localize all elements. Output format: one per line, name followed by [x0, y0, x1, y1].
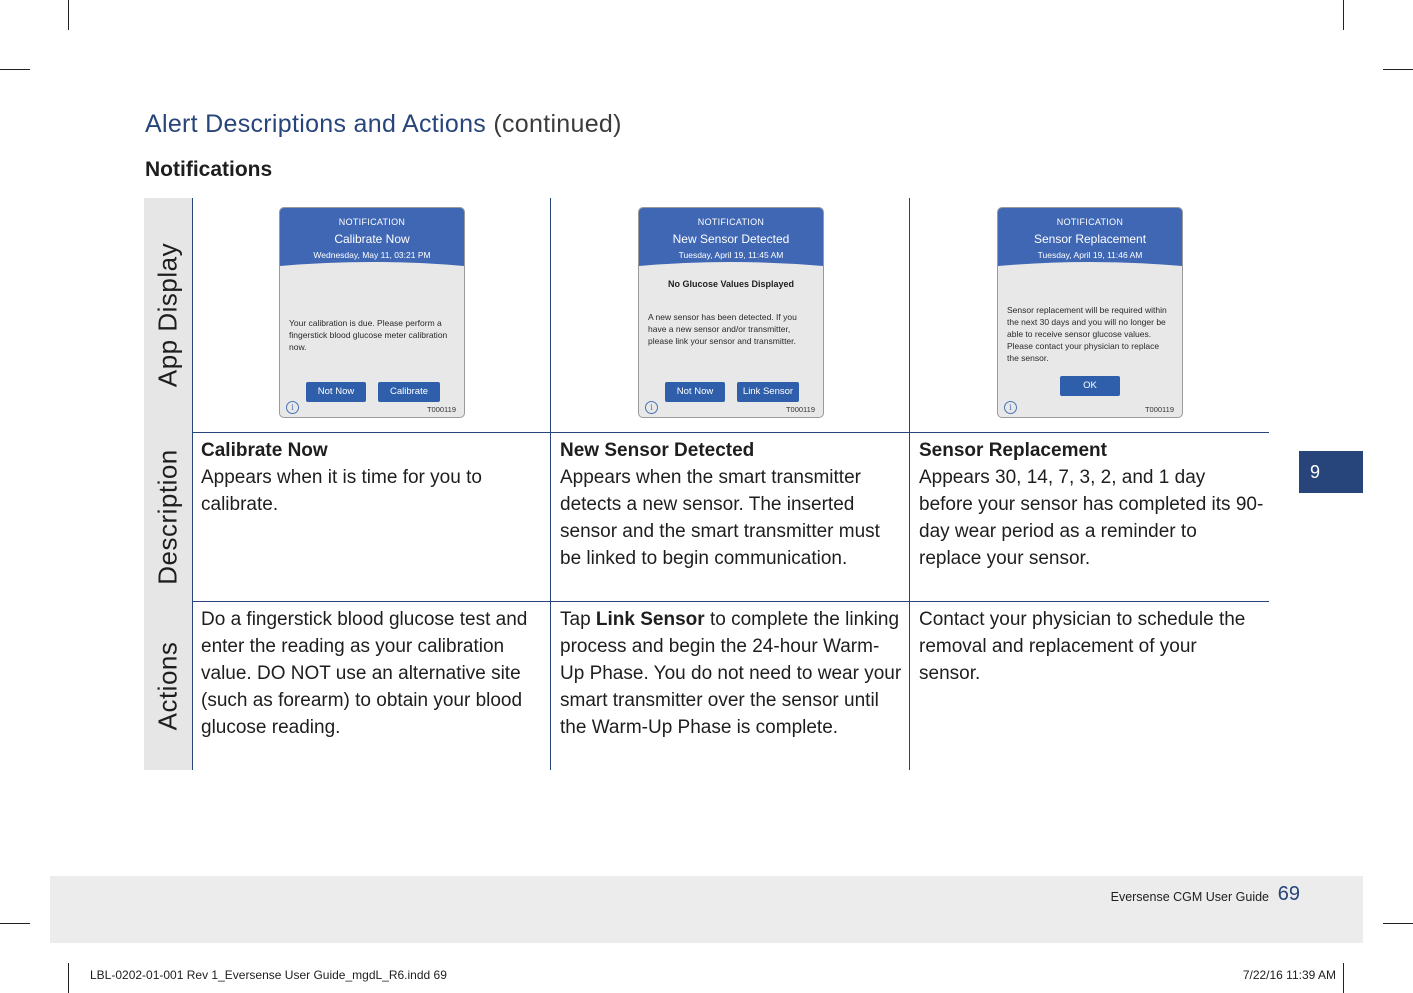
- row-header-actions: Actions: [144, 601, 193, 770]
- info-icon[interactable]: i: [645, 401, 658, 414]
- notification-code: T000119: [1144, 405, 1174, 414]
- description-cell-2: [560, 437, 900, 572]
- notification-card-new-sensor-detected: [638, 207, 824, 418]
- calibrate-button[interactable]: Calibrate: [378, 382, 440, 402]
- ok-button[interactable]: OK: [1060, 376, 1120, 396]
- grid-line: [192, 432, 1269, 433]
- crop-mark: [1343, 0, 1344, 30]
- grid-line: [909, 198, 910, 770]
- row-header-app-display: App Display: [144, 198, 193, 432]
- description-title: New Sensor Detected: [560, 440, 755, 461]
- info-icon[interactable]: i: [286, 401, 299, 414]
- notification-card-sensor-replacement: [997, 207, 1183, 418]
- description-text: Appears when it is time for you to calibrate.: [201, 467, 482, 515]
- notification-title: New Sensor Detected: [672, 232, 790, 246]
- notification-label: NOTIFICATION: [338, 217, 406, 227]
- crop-mark: [68, 0, 69, 30]
- page-footer: [50, 876, 1363, 943]
- crop-mark: [1383, 69, 1413, 70]
- notification-body: A new sensor has been detected. If you have a new sensor and/or transmitter, please link your sensor and transmitter.: [648, 312, 797, 346]
- notification-body: Sensor replacement will be required within the next 30 days and you will no longer be able to receive sensor glucose values. Please contact your physician to replace the sensor.: [1007, 305, 1167, 363]
- footer-guide-title: Eversense CGM User Guide: [1110, 890, 1269, 904]
- notification-label: NOTIFICATION: [697, 217, 765, 227]
- not-now-button[interactable]: Not Now: [306, 382, 366, 402]
- page-title: Alert Descriptions and Actions (continued): [145, 110, 622, 138]
- action-text: Do a fingerstick blood glucose test and enter the reading as your calibration value. DO NOT use an alternative site (such as forearm) to obtain your blood glucose reading.: [201, 609, 528, 738]
- notification-code: T000119: [785, 405, 815, 414]
- info-icon[interactable]: i: [1004, 401, 1017, 414]
- notification-datetime: Tuesday, April 19, 11:45 AM: [678, 250, 784, 260]
- notification-title: Calibrate Now: [334, 232, 410, 246]
- not-now-button[interactable]: Not Now: [665, 382, 725, 402]
- link-sensor-button[interactable]: Link Sensor: [737, 382, 799, 402]
- link-sensor-button-reference: Link Sensor: [595, 609, 705, 630]
- chapter-tab: 9: [1299, 451, 1363, 493]
- crop-mark: [1343, 963, 1344, 993]
- action-text: to complete the linking process and begin the 24-hour Warm-Up Phase. You do not need to wear your smart transmitter over the sensor until the Warm-Up Phase is complete.: [560, 609, 902, 738]
- description-cell-1: [201, 437, 541, 518]
- notification-card-calibrate-now: [279, 207, 465, 418]
- row-header-description: Description: [144, 432, 193, 601]
- description-title: Calibrate Now: [201, 440, 328, 461]
- grid-line: [550, 198, 551, 770]
- section-subtitle: Notifications: [145, 158, 273, 181]
- crop-mark: [0, 69, 30, 70]
- title-suffix: (continued): [493, 110, 622, 138]
- grid-line: [192, 198, 193, 770]
- notification-body-title: No Glucose Values Displayed: [667, 279, 795, 289]
- description-title: Sensor Replacement: [919, 440, 1107, 461]
- action-cell-1: [201, 606, 541, 741]
- notification-title: Sensor Replacement: [1033, 232, 1147, 246]
- action-text: Contact your physician to schedule the removal and replacement of your sensor.: [919, 609, 1246, 684]
- crop-mark: [0, 923, 30, 924]
- description-cell-3: [919, 437, 1264, 572]
- slug-right: 7/22/16 11:39 AM: [1242, 968, 1336, 982]
- crop-mark: [68, 963, 69, 993]
- notification-body: Your calibration is due. Please perform a fingerstick blood glucose meter calibration now.: [289, 318, 448, 352]
- notification-datetime: Wednesday, May 11, 03:21 PM: [313, 250, 431, 260]
- action-prefix: Tap: [560, 609, 591, 630]
- description-text: Appears 30, 14, 7, 3, 2, and 1 day before your sensor has completed its 90-day wear period as a reminder to replace your sensor.: [919, 467, 1264, 569]
- notification-datetime: Tuesday, April 19, 11:46 AM: [1037, 250, 1143, 260]
- notification-label: NOTIFICATION: [1056, 217, 1124, 227]
- page-number: 69: [1277, 883, 1300, 905]
- notification-code: T000119: [426, 405, 456, 414]
- slug-left: LBL-0202-01-001 Rev 1_Eversense User Guide_mgdL_R6.indd 69: [90, 968, 447, 982]
- action-cell-2: [560, 606, 902, 741]
- crop-mark: [1383, 923, 1413, 924]
- action-cell-3: [919, 606, 1259, 687]
- grid-line: [192, 601, 1269, 602]
- description-text: Appears when the smart transmitter detects a new sensor. The inserted sensor and the smart transmitter must be linked to begin communication.: [560, 467, 880, 569]
